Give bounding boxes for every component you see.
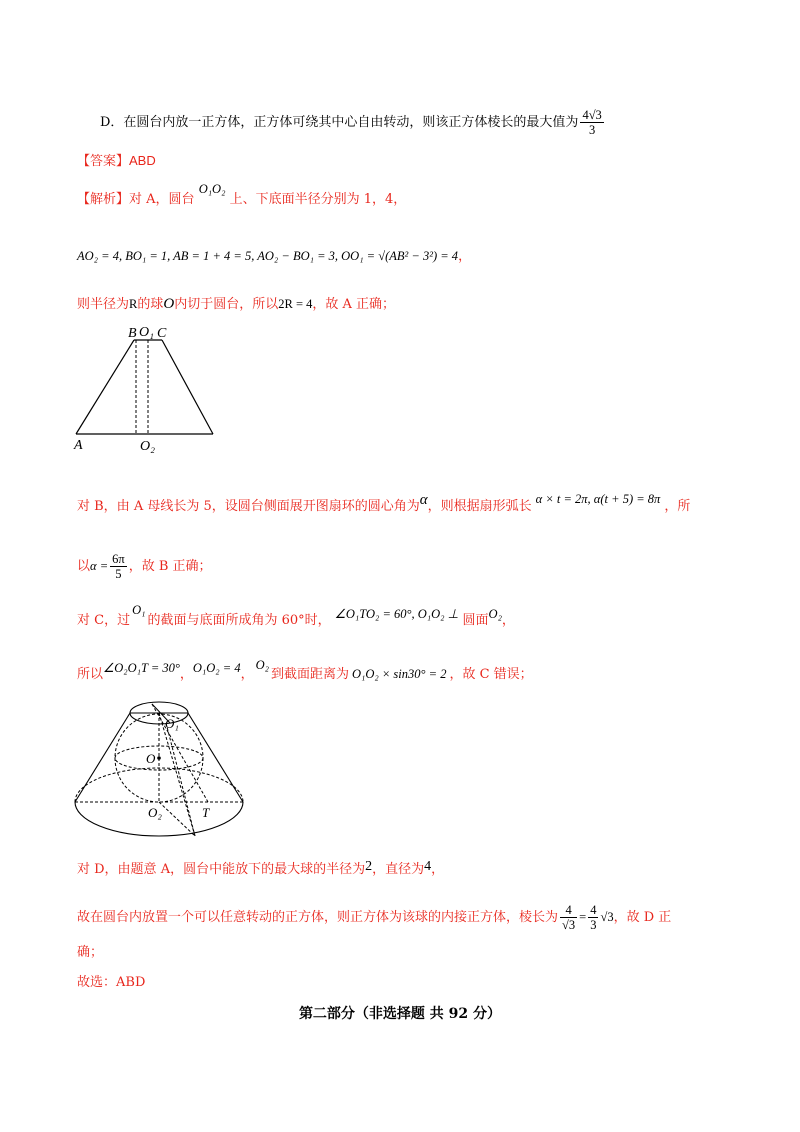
part-d-line1 <box>77 861 444 879</box>
part-b-line2 <box>77 552 212 581</box>
fraction-numerator: 4 <box>590 903 597 917</box>
choice-line <box>77 974 145 992</box>
text: 对 B，由 A 母线长为 5，设圆台侧面展开图扇环的圆心角为 <box>77 499 420 514</box>
text: ， <box>240 667 254 682</box>
text: ， <box>179 667 193 682</box>
text: ，故 A 正确； <box>312 297 396 312</box>
text: 所以 <box>77 667 104 682</box>
text: ，所 <box>664 499 691 514</box>
math-angle: ∠O₁TO₂ = 60°, O₁O₂ ⊥ <box>334 607 459 621</box>
text: 对 C，过 <box>77 613 131 628</box>
equals-sign: = <box>579 910 587 924</box>
math-alpha-eq: α = <box>90 559 109 573</box>
section-title: 第二部分（非选择题 共 92 分） <box>298 1006 502 1022</box>
part-c-line1 <box>77 603 515 630</box>
text: ， <box>431 862 445 877</box>
fraction-denominator: 3 <box>590 918 597 932</box>
fraction-6pi-5 <box>110 552 127 581</box>
answer-line <box>77 152 156 171</box>
text: ，则根据扇形弧长 <box>427 499 532 514</box>
label-c: C <box>157 326 167 341</box>
text: ， <box>501 613 515 628</box>
label-a: A <box>74 438 83 453</box>
text: 内切于圆台，所以 <box>174 297 279 312</box>
fraction-denominator: 3 <box>589 123 596 137</box>
radius-line <box>77 295 395 314</box>
answer-value: ABD <box>129 153 156 168</box>
section-line-3 <box>159 713 195 836</box>
analysis-a-line <box>77 182 407 209</box>
text: ，故 B 正确； <box>128 559 212 574</box>
label-o1: O₁ <box>139 325 154 340</box>
part-d-line2 <box>77 903 671 932</box>
equation: AO₂ = 4, BO₁ = 1, AB = 1 + 4 = 5, AO₂ − BO₁ = 3, OO₁ = √(AB² − 3²) = 4 <box>77 249 459 263</box>
math-o2: O₂ <box>255 658 269 672</box>
label-t: T <box>202 805 210 820</box>
text: 则半径为 <box>77 297 130 312</box>
label-o2: O₂ <box>140 439 155 454</box>
option-d-fraction <box>580 108 603 137</box>
fraction-denominator: 5 <box>115 567 122 581</box>
math-arc-equations: α × t = 2π, α(t + 5) = 8π <box>535 492 661 506</box>
text: 确； <box>77 945 104 960</box>
math-4: 4 <box>424 859 432 874</box>
analysis-text: 上、下底面半径分别为 1，4， <box>229 192 407 207</box>
fraction-numerator: 6π <box>112 552 125 566</box>
text: ，故 C 错误； <box>449 667 533 682</box>
fraction-denominator: √3 <box>562 918 576 932</box>
section-line-2 <box>166 723 195 836</box>
fraction-4-3 <box>588 903 598 932</box>
analysis-text: 对 A，圆台 <box>129 192 195 207</box>
left-edge <box>76 340 134 434</box>
part-b-line1 <box>77 492 691 516</box>
text: ，直径为 <box>372 862 425 877</box>
equation-tail: ， <box>458 249 472 264</box>
fraction-4-sqrt3 <box>560 903 577 932</box>
text: 对 D，由题意 A，圆台中能放下的最大球的半径为 <box>77 862 366 877</box>
label-b: B <box>128 326 137 341</box>
label-o: O <box>146 751 156 766</box>
text: 的截面与底面所成角为 60°时， <box>147 613 331 628</box>
equation-line <box>77 247 471 266</box>
text: 以 <box>77 559 91 574</box>
label-o1: O₁ <box>165 716 179 731</box>
choice-text: 故选：ABD <box>77 975 146 990</box>
label-o2: O₂ <box>148 805 162 820</box>
analysis-label: 【解析】 <box>77 192 130 207</box>
math-2r: 2R = 4 <box>278 297 313 311</box>
text: 故在圆台内放置一个可以任意转动的正方体，则正方体为该球的内接正方体，棱长为 <box>77 910 559 925</box>
text: 的球 <box>137 297 164 312</box>
math-r: R <box>129 297 138 311</box>
right-slant <box>188 713 243 802</box>
part-d-line3 <box>77 944 103 962</box>
left-slant <box>75 713 130 802</box>
math-sqrt3: √3 <box>600 910 614 924</box>
text: 圆面 <box>462 613 489 628</box>
part-c-line2 <box>77 658 533 684</box>
fraction-numerator: 4√3 <box>582 108 602 122</box>
text: 到截面距离为 <box>270 667 349 682</box>
option-d-text: D．在圆台内放一正方体，正方体可绕其中心自由转动，则该正方体棱长的最大值为 <box>100 115 579 130</box>
math-o1: O₁ <box>132 603 146 617</box>
math-o1o2-4: O₁O₂ = 4 <box>192 661 241 675</box>
right-edge <box>162 340 213 434</box>
frustum-sphere-figure <box>70 696 250 858</box>
math-o2: O₂ <box>488 607 502 621</box>
text: ，故 D 正 <box>613 910 672 925</box>
math-alpha: α <box>419 492 428 508</box>
answer-label: 【答案】 <box>77 154 130 169</box>
math-o: O <box>163 296 175 312</box>
math-angle2: ∠O₂O₁T = 30° <box>103 661 180 675</box>
center-dot <box>157 756 161 760</box>
option-d <box>100 108 606 137</box>
fraction-numerator: 4 <box>560 903 577 918</box>
math-distance: O₁O₂ × sin30° = 2 <box>352 667 447 681</box>
math-2: 2 <box>365 859 373 874</box>
frustum-cross-section-figure <box>70 322 230 457</box>
math-o1o2: O₁O₂ <box>198 182 226 196</box>
